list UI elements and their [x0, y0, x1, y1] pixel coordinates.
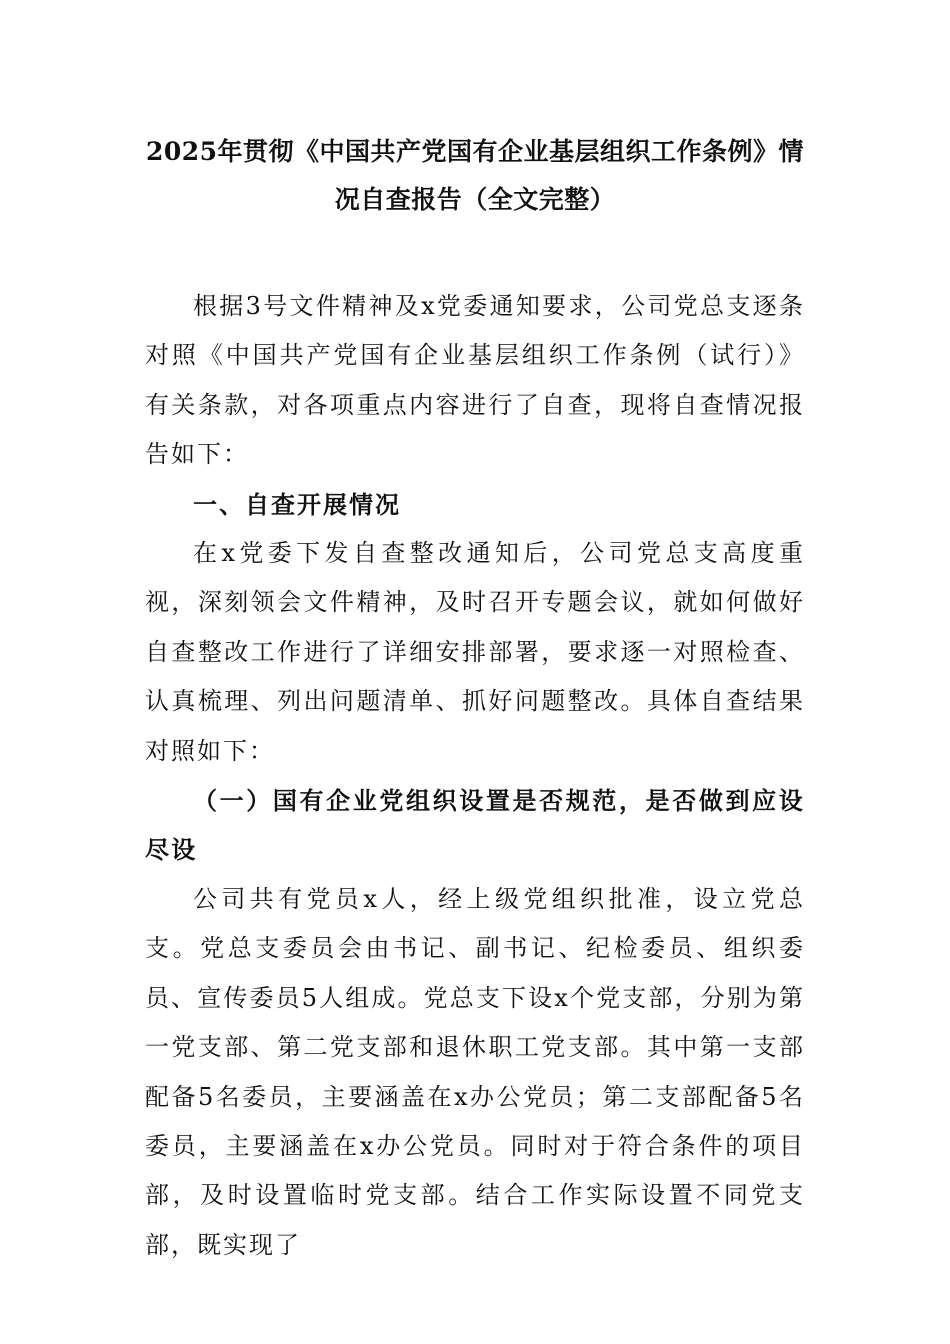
intro-paragraph: 根据3号文件精神及x党委通知要求，公司党总支逐条对照《中国共产党国有企业基层组织工作条例（试行）》有关条款，对各项重点内容进行了自查，现将自查情况报告如下： — [145, 292, 805, 469]
document-body — [145, 282, 805, 1270]
subsection-paragraph-1: 公司共有党员x人，经上级党组织批准，设立党总支。党总支委员会由书记、副书记、纪检委员、组织委员、宣传委员5人组成。党总支下设x个党支部，分别为第一党支部、第二党支部和退休职工党支部。其中第一支部配备5名委员，主要涵盖在x办公党员；第二支部配备5名委员，主要涵盖在x办公党员。同时对于符合条件的项目部，及时设置临时党支部。结合工作实际设置不同党支部，既实现了 — [145, 884, 805, 1259]
section-paragraph-1: 在x党委下发自查整改通知后，公司党总支高度重视，深刻领会文件精神，及时召开专题会议，就如何做好自查整改工作进行了详细安排部署，要求逐一对照检查、认真梳理、列出问题清单、抓好问题整改。具体自查结果对照如下： — [145, 539, 805, 765]
subsection-heading-1: （一）国有企业党组织设置是否规范，是否做到应设尽设 — [145, 786, 805, 865]
document-title: 2025年贯彻《中国共产党国有企业基层组织工作条例》情况自查报告（全文完整） — [145, 137, 805, 214]
section-heading-1: 一、自查开展情况 — [193, 489, 401, 519]
